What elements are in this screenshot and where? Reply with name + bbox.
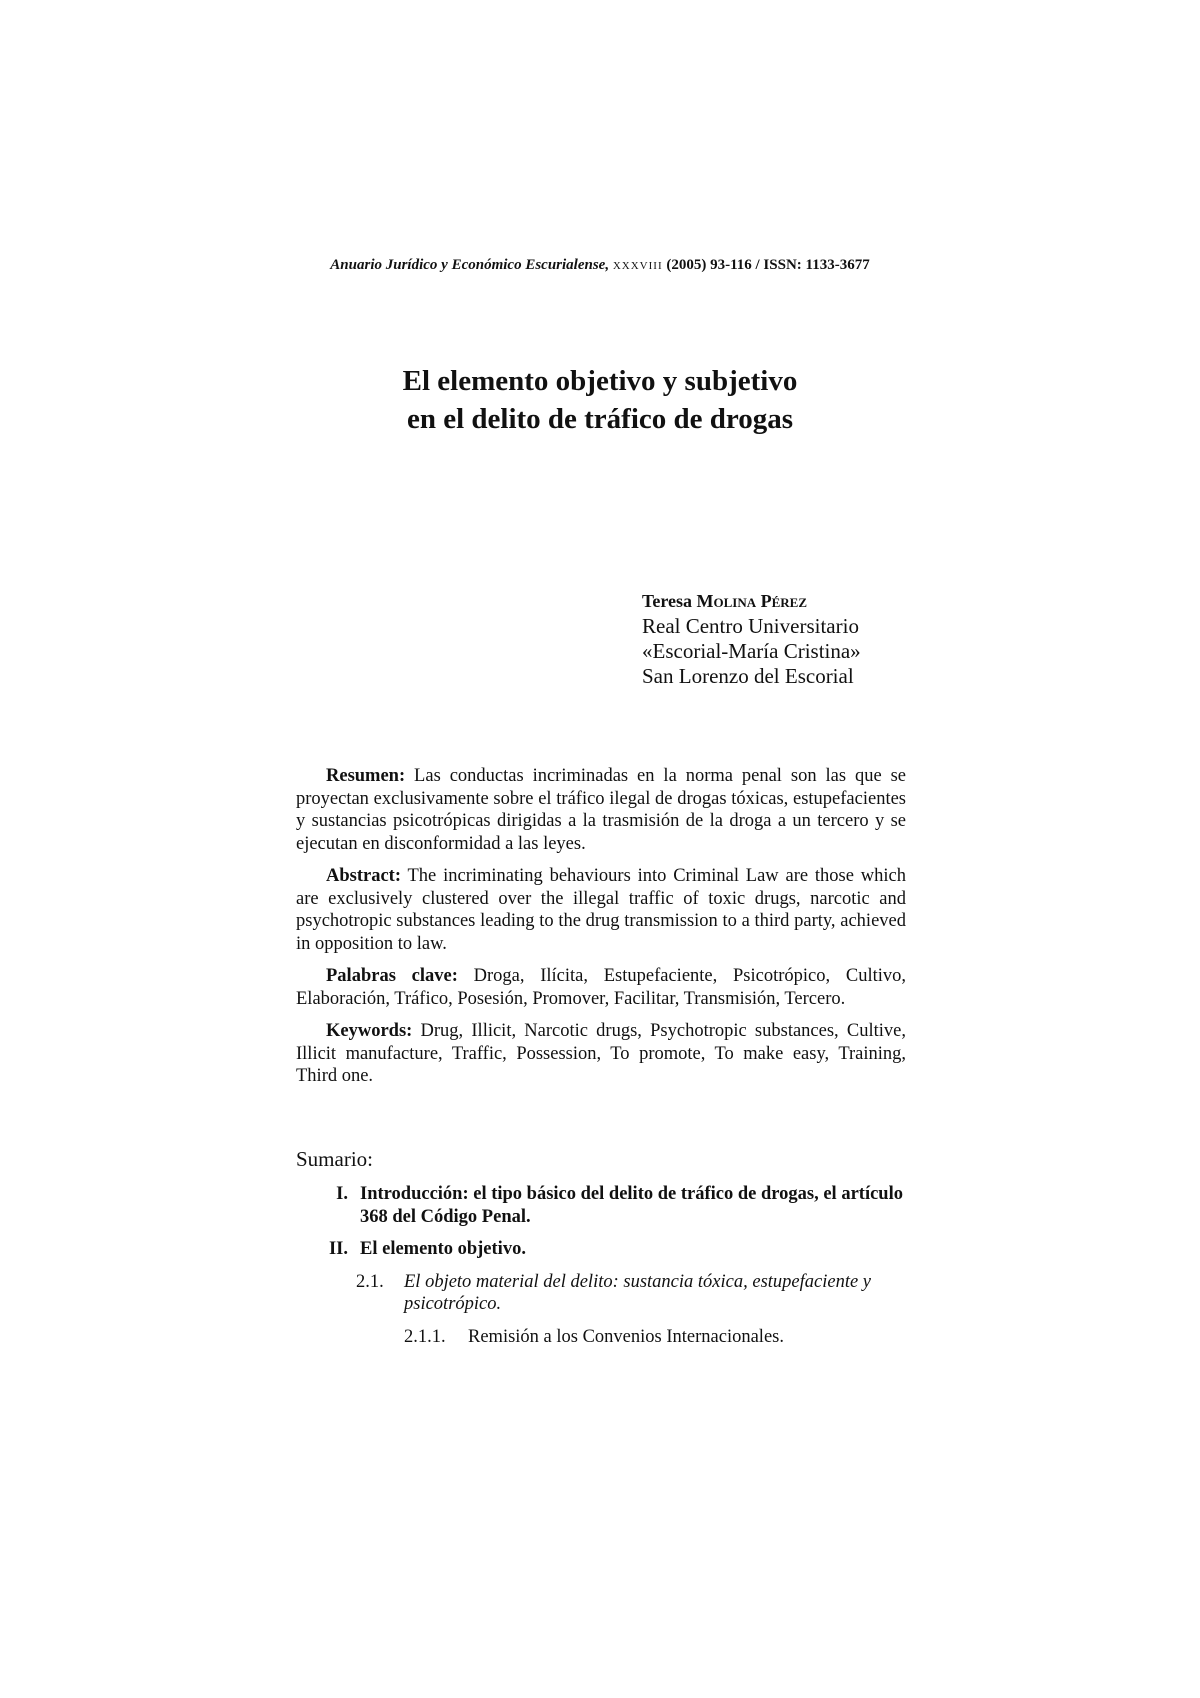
resumen-label: Resumen: <box>326 766 406 786</box>
keywords-text: Drug, Illicit, Narcotic drugs, Psychotropic substances, Cultive, Illicit manufacture, Traffic, Possession, To promote, To make easy, Training, Third one. <box>296 1021 906 1086</box>
resumen-paragraph <box>296 765 906 855</box>
toc-item-number: 2.1. <box>356 1271 384 1292</box>
toc-item-number: I. <box>336 1184 348 1204</box>
journal-volume: xxxviii <box>612 257 663 273</box>
author-affiliation-1: Real Centro Universitario <box>642 614 859 638</box>
running-header <box>0 257 1200 274</box>
abstract-label: Abstract: <box>326 866 402 886</box>
toc-item-text: El elemento objetivo. <box>360 1239 526 1259</box>
toc-item-text: Introducción: el tipo básico del delito de tráfico de drogas, el artículo 368 del Código Penal. <box>360 1184 903 1227</box>
keywords-label: Keywords: <box>326 1021 413 1041</box>
sumario-heading: Sumario: <box>296 1147 373 1171</box>
abstract-text: The incriminating behaviours into Criminal Law are those which are exclusively clustered over the illegal traffic of toxic drugs, narcotic and psychotropic substances leading to the drug transmission to a third party, achieved in opposition to law. <box>296 866 906 954</box>
toc-item-text: Remisión a los Convenios Internacionales. <box>468 1326 784 1347</box>
palabras-clave-paragraph <box>296 965 906 1010</box>
table-of-contents <box>296 1183 906 1358</box>
abstract-block <box>296 765 906 1098</box>
toc-item <box>296 1183 906 1228</box>
journal-details: (2005) 93-116 / ISSN: 1133-3677 <box>666 257 870 273</box>
title-line-1: El elemento objetivo y subjetivo <box>402 365 798 397</box>
author-first-name: Teresa <box>642 591 697 611</box>
author-affiliation-2: «Escorial-María Cristina» <box>642 639 861 663</box>
toc-item <box>296 1326 906 1349</box>
toc-item <box>296 1238 906 1261</box>
abstract-paragraph <box>296 865 906 955</box>
toc-item <box>296 1271 906 1316</box>
palabras-clave-text: Droga, Ilícita, Estupefaciente, Psicotrópico, Cultivo, Elaboración, Tráfico, Posesión, Promover, Facilitar, Transmisión, Tercero. <box>296 966 906 1009</box>
toc-item-number: 2.1.1. <box>404 1326 446 1347</box>
author-block <box>642 589 972 689</box>
resumen-text: Las conductas incriminadas en la norma penal son las que se proyectan exclusivamente sobre el tráfico ilegal de drogas tóxicas, estupefacientes y sustancias psicotrópicas dirigidas a la trasmisión de la droga a un tercero y se ejecutan en disconformidad a las leyes. <box>296 766 906 854</box>
keywords-paragraph <box>296 1020 906 1088</box>
author-surname: Molina Pérez <box>696 591 808 611</box>
author-name <box>642 589 972 614</box>
title-line-2: en el delito de tráfico de drogas <box>406 403 794 435</box>
toc-item-text: El objeto material del delito: sustancia tóxica, estupefaciente y psicotrópico. <box>404 1271 872 1314</box>
palabras-clave-label: Palabras clave: <box>326 966 458 986</box>
author-affiliation-3: San Lorenzo del Escorial <box>642 664 854 688</box>
journal-name: Anuario Jurídico y Económico Escurialense, <box>330 257 610 273</box>
article-title <box>0 362 1200 438</box>
toc-item-number: II. <box>328 1239 348 1259</box>
